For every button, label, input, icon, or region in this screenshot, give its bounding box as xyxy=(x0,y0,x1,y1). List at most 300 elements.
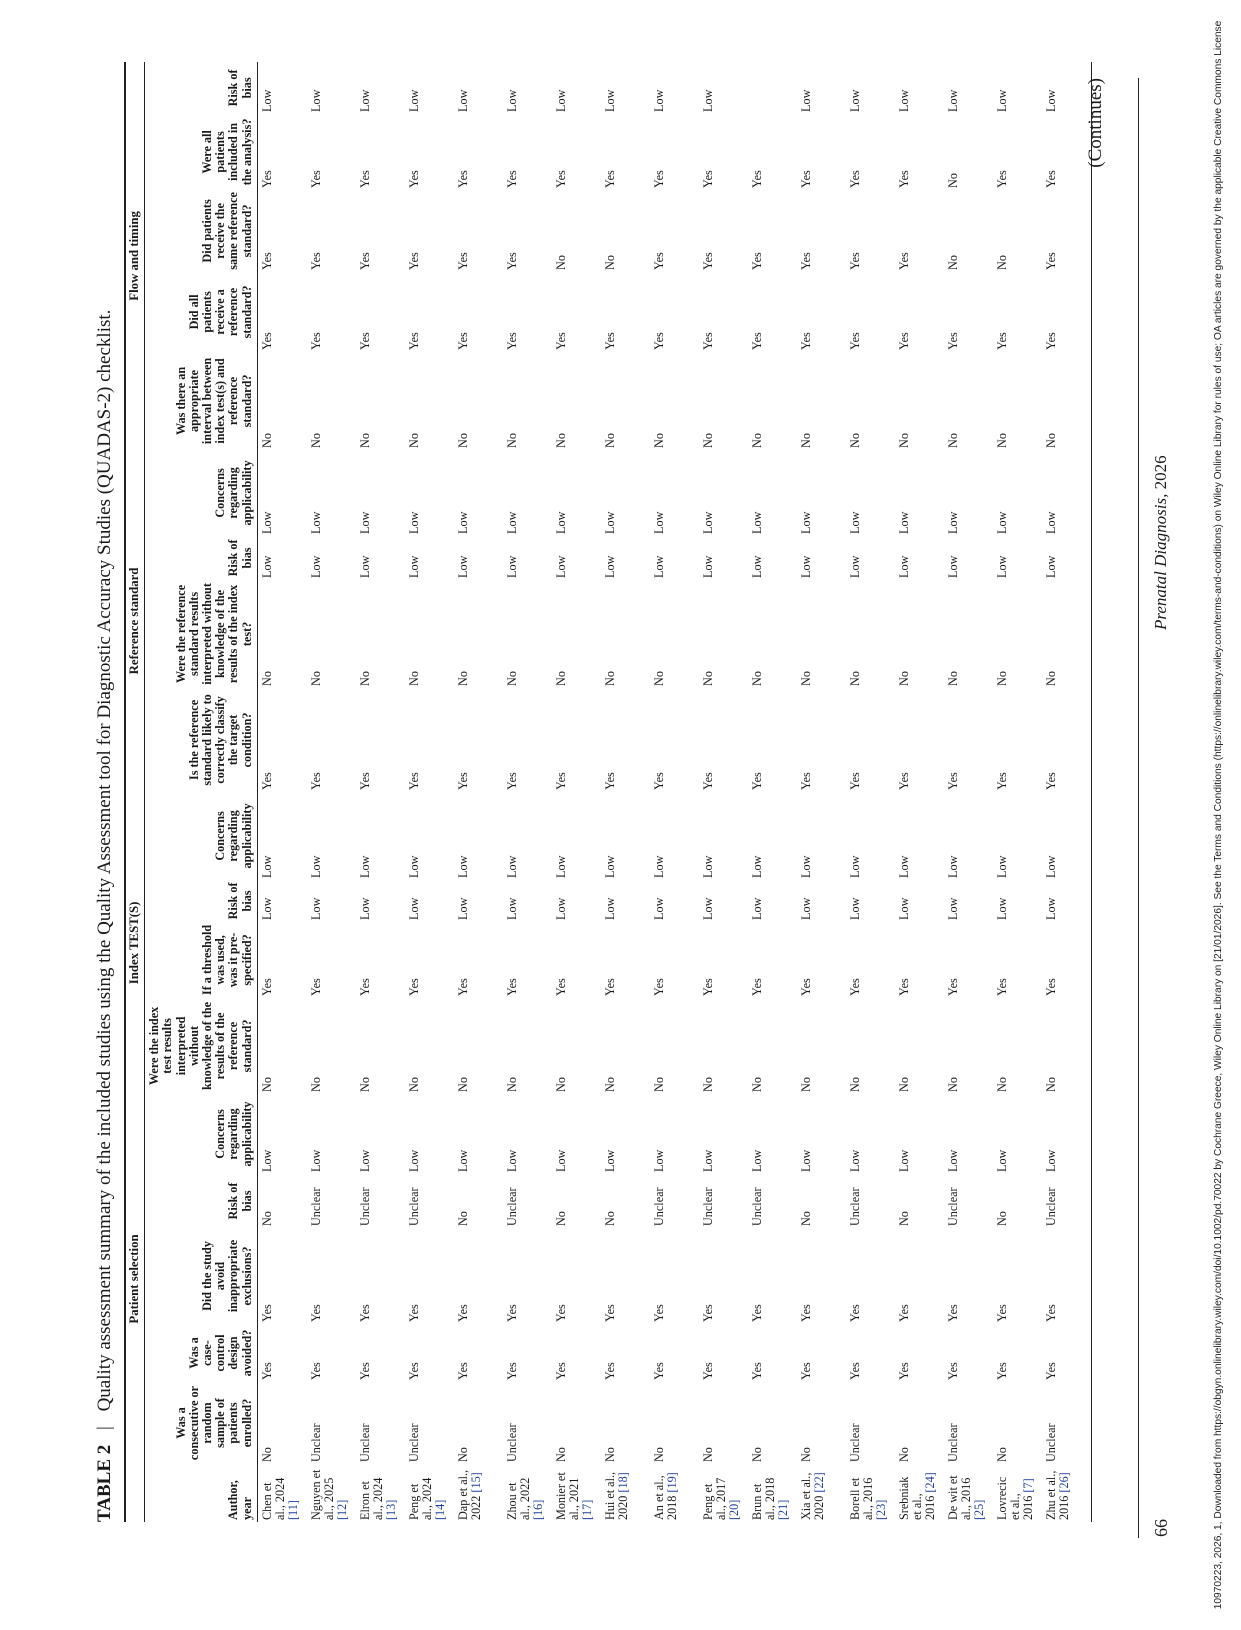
assessment-cell: No xyxy=(798,1447,813,1462)
assessment-cell: Low xyxy=(602,511,617,534)
author-name: Peng et al., 2024 xyxy=(406,1477,435,1520)
group-patient-selection: Patient selection xyxy=(125,1094,145,1464)
citation-link[interactable]: [7] xyxy=(1021,1478,1036,1493)
assessment-cell: Low xyxy=(504,511,519,534)
citation-link[interactable]: [26] xyxy=(1057,1472,1072,1493)
assessment-cell: Yes xyxy=(749,1304,764,1322)
assessment-cell: Unclear xyxy=(1042,1174,1092,1228)
assessment-cell: Low xyxy=(749,555,764,578)
assessment-cell: Low xyxy=(847,1149,862,1172)
assessment-cell: Low xyxy=(651,511,666,534)
assessment-cell: No xyxy=(259,433,274,448)
assessment-cell: Yes xyxy=(259,1304,274,1322)
assessment-cell: Yes xyxy=(896,1304,911,1322)
assessment-cell: Low xyxy=(602,555,617,578)
assessment-cell: No xyxy=(553,1447,568,1462)
continues-note: (Continues) xyxy=(1085,78,1106,168)
assessment-cell: Low xyxy=(308,555,323,578)
assessment-cell: Yes xyxy=(896,772,911,790)
assessment-cell: Yes xyxy=(259,170,274,188)
assessment-cell: Yes xyxy=(357,170,372,188)
assessment-cell: Low xyxy=(455,1149,470,1172)
assessment-cell: Low xyxy=(553,1149,568,1172)
assessment-cell: Yes xyxy=(406,252,421,270)
assessment-cell: Low xyxy=(259,89,274,112)
assessment-cell: Yes xyxy=(994,332,1009,350)
column-header: Were all patients included in the analysis? xyxy=(145,114,258,190)
assessment-cell: No xyxy=(798,1077,813,1092)
assessment-cell: Low xyxy=(700,555,715,578)
assessment-cell: Unclear xyxy=(945,1423,960,1462)
assessment-cell: Low xyxy=(504,555,519,578)
table-row xyxy=(1042,62,1092,1522)
assessment-cell: No xyxy=(602,433,617,448)
assessment-cell: Low xyxy=(700,855,715,878)
assessment-cell: No xyxy=(798,671,813,686)
assessment-cell: Yes xyxy=(651,978,666,996)
assessment-cell: No xyxy=(700,1077,715,1092)
assessment-cell: No xyxy=(651,671,666,686)
assessment-cell: Low xyxy=(798,897,813,920)
assessment-cell: Low xyxy=(455,555,470,578)
assessment-cell: Yes xyxy=(504,772,519,790)
assessment-cell: Low xyxy=(259,1149,274,1172)
assessment-cell: Unclear xyxy=(504,1423,519,1462)
assessment-cell: Yes xyxy=(504,1362,519,1380)
assessment-cell: Unclear xyxy=(847,1187,862,1226)
assessment-cell: Yes xyxy=(504,332,519,350)
assessment-cell: Yes xyxy=(357,772,372,790)
assessment-cell: Low xyxy=(700,1149,715,1172)
citation-link[interactable]: [24] xyxy=(923,1472,938,1493)
assessment-cell: Yes xyxy=(259,978,274,996)
assessment-cell: No xyxy=(357,671,372,686)
assessment-cell: No xyxy=(455,1447,470,1462)
assessment-cell: Yes xyxy=(357,1362,372,1380)
assessment-cell: Low xyxy=(455,89,470,112)
assessment-cell: Yes xyxy=(749,978,764,996)
assessment-cell: Low xyxy=(553,555,568,578)
assessment-cell: Yes xyxy=(259,1362,274,1380)
author-cell xyxy=(895,1464,944,1522)
assessment-cell: No xyxy=(602,1447,617,1462)
assessment-cell: Low xyxy=(651,89,666,112)
caption-separator: | xyxy=(94,1426,115,1430)
column-header: Concerns regarding applicability xyxy=(145,1094,258,1174)
assessment-cell: Yes xyxy=(553,170,568,188)
table-row xyxy=(601,62,650,1522)
assessment-cell: Low xyxy=(357,897,372,920)
assessment-cell: Yes xyxy=(1042,190,1092,272)
assessment-cell: Low xyxy=(798,511,813,534)
assessment-cell: Yes xyxy=(455,978,470,996)
assessment-cell: Yes xyxy=(651,252,666,270)
assessment-cell: Low xyxy=(994,89,1009,112)
assessment-cell: Low xyxy=(602,89,617,112)
assessment-cell: Low xyxy=(896,897,911,920)
assessment-cell: Low xyxy=(700,897,715,920)
citation-link[interactable]: [25] xyxy=(972,1499,987,1520)
assessment-cell: Yes xyxy=(651,772,666,790)
assessment-cell: No xyxy=(455,433,470,448)
assessment-cell: Yes xyxy=(700,1362,715,1380)
table-body xyxy=(257,62,1091,1522)
assessment-cell: Yes xyxy=(455,1304,470,1322)
assessment-cell: No xyxy=(1042,352,1092,450)
assessment-cell: Low xyxy=(1042,1094,1092,1174)
author-name: De wit et al., 2016 xyxy=(945,1475,974,1520)
assessment-cell: Low xyxy=(259,855,274,878)
assessment-cell: Yes xyxy=(945,1304,960,1322)
assessment-cell: Low xyxy=(357,555,372,578)
group-flow-timing: Flow and timing xyxy=(125,62,145,450)
assessment-cell: No xyxy=(749,671,764,686)
column-header: Did patients receive the same reference standard? xyxy=(145,190,258,272)
assessment-cell: Low xyxy=(945,855,960,878)
assessment-cell: Unclear xyxy=(700,1187,715,1226)
assessment-cell: No xyxy=(945,1077,960,1092)
table-row xyxy=(699,62,748,1522)
citation-link[interactable]: [22] xyxy=(812,1472,827,1493)
assessment-cell: No xyxy=(896,671,911,686)
assessment-cell: Yes xyxy=(749,170,764,188)
assessment-cell: Yes xyxy=(455,772,470,790)
assessment-cell: Low xyxy=(1042,880,1092,922)
author-cell xyxy=(993,1464,1042,1522)
assessment-cell: No xyxy=(553,1077,568,1092)
assessment-cell: Yes xyxy=(945,332,960,350)
author-cell xyxy=(1042,1464,1092,1522)
author-name: Zhou et al., 2022 xyxy=(504,1477,533,1520)
assessment-cell: Low xyxy=(602,897,617,920)
assessment-cell: No xyxy=(945,671,960,686)
assessment-cell: Low xyxy=(651,897,666,920)
assessment-cell: Low xyxy=(896,89,911,112)
journal-name: Prenatal Diagnosis, xyxy=(1151,493,1170,630)
citation-link[interactable]: [13] xyxy=(384,1499,399,1520)
assessment-cell: Low xyxy=(308,511,323,534)
citation-link[interactable]: [16] xyxy=(531,1499,546,1520)
assessment-cell: Low xyxy=(1042,62,1092,114)
author-cell xyxy=(797,1464,846,1522)
author-cell xyxy=(454,1464,503,1522)
column-header: Author, year xyxy=(145,1464,258,1522)
assessment-cell: Low xyxy=(749,1149,764,1172)
assessment-cell: No xyxy=(651,1447,666,1462)
author-name: Chen et al., 2024 xyxy=(259,1477,288,1520)
author-name: Borell et al., 2016 xyxy=(847,1477,876,1520)
assessment-cell: Low xyxy=(406,855,421,878)
assessment-cell: Yes xyxy=(700,332,715,350)
assessment-cell: Unclear xyxy=(749,1187,764,1226)
assessment-cell: Yes xyxy=(504,1304,519,1322)
assessment-cell: No xyxy=(259,1447,274,1462)
assessment-cell: Yes xyxy=(651,1362,666,1380)
assessment-cell: Low xyxy=(994,855,1009,878)
assessment-cell: Low xyxy=(406,1149,421,1172)
assessment-cell: Yes xyxy=(847,252,862,270)
assessment-cell: Yes xyxy=(259,772,274,790)
assessment-cell: Low xyxy=(651,555,666,578)
assessment-cell: Low xyxy=(357,1149,372,1172)
table-caption xyxy=(93,42,117,1522)
citation-link[interactable]: [23] xyxy=(874,1499,889,1520)
assessment-cell: No xyxy=(406,671,421,686)
column-header: Was a consecutive or random sample of patients enrolled? xyxy=(145,1382,258,1464)
assessment-cell: Yes xyxy=(455,252,470,270)
author-name: Srebniak et al., 2016 xyxy=(896,1476,938,1520)
assessment-cell: No xyxy=(945,255,960,270)
assessment-cell: Low xyxy=(1042,450,1092,536)
assessment-cell: Yes xyxy=(308,1304,323,1322)
assessment-cell: Low xyxy=(847,89,862,112)
group-reference-standard: Reference standard xyxy=(125,450,145,792)
author-cell xyxy=(503,1464,552,1522)
assessment-cell: Yes xyxy=(504,978,519,996)
assessment-cell: No xyxy=(504,671,519,686)
assessment-cell: Yes xyxy=(847,1362,862,1380)
assessment-cell: Unclear xyxy=(945,1187,960,1226)
assessment-cell: No xyxy=(847,671,862,686)
assessment-cell: Low xyxy=(602,855,617,878)
author-cell xyxy=(601,1464,650,1522)
assessment-cell: Unclear xyxy=(406,1187,421,1226)
assessment-cell: Yes xyxy=(994,978,1009,996)
assessment-cell: Low xyxy=(357,855,372,878)
assessment-cell: No xyxy=(357,433,372,448)
assessment-cell: No xyxy=(504,433,519,448)
table-row xyxy=(797,62,846,1522)
assessment-cell: Low xyxy=(847,555,862,578)
journal-year: 2026 xyxy=(1151,455,1170,490)
assessment-cell: Low xyxy=(945,1149,960,1172)
assessment-cell: Low xyxy=(945,555,960,578)
assessment-cell: Low xyxy=(945,89,960,112)
assessment-cell: Yes xyxy=(406,170,421,188)
assessment-cell: No xyxy=(602,671,617,686)
assessment-cell: Yes xyxy=(749,332,764,350)
citation-link[interactable]: [20] xyxy=(727,1499,742,1520)
citation-link[interactable]: [21] xyxy=(776,1499,791,1520)
assessment-cell: Low xyxy=(847,855,862,878)
assessment-cell: Yes xyxy=(945,772,960,790)
assessment-cell: Yes xyxy=(994,1304,1009,1322)
author-cell xyxy=(405,1464,454,1522)
assessment-cell: Low xyxy=(945,511,960,534)
author-name: Monier et al., 2021 xyxy=(553,1472,582,1520)
assessment-cell: Low xyxy=(896,511,911,534)
assessment-cell: Low xyxy=(504,897,519,920)
assessment-cell: Unclear xyxy=(847,1423,862,1462)
author-cell xyxy=(944,1464,993,1522)
author-cell xyxy=(307,1464,356,1522)
assessment-cell: No xyxy=(259,671,274,686)
assessment-cell: Yes xyxy=(847,978,862,996)
assessment-cell: Yes xyxy=(1042,922,1092,998)
assessment-cell: No xyxy=(749,1447,764,1462)
assessment-cell: Yes xyxy=(406,978,421,996)
assessment-cell: Yes xyxy=(1042,1324,1092,1382)
citation-link[interactable]: [18] xyxy=(616,1472,631,1493)
assessment-cell: Yes xyxy=(847,1304,862,1322)
assessment-cell: No xyxy=(308,671,323,686)
assessment-cell: No xyxy=(749,1077,764,1092)
group-index-test: Index TEST(S) xyxy=(125,792,145,1094)
assessment-cell: No xyxy=(896,1447,911,1462)
assessment-cell: Low xyxy=(847,897,862,920)
author-name: Xia et al., 2020 xyxy=(798,1472,827,1520)
assessment-cell xyxy=(748,62,797,114)
assessment-cell: Low xyxy=(553,89,568,112)
assessment-cell: No xyxy=(994,1077,1009,1092)
column-header: Concerns regarding applicability xyxy=(145,792,258,880)
assessment-cell: Yes xyxy=(994,1362,1009,1380)
assessment-cell: Low xyxy=(798,555,813,578)
assessment-cell: Yes xyxy=(357,1304,372,1322)
assessment-cell: Low xyxy=(700,89,715,112)
column-header: Is the reference standard likely to correctly classify the target condition? xyxy=(145,688,258,792)
assessment-cell: No xyxy=(651,1077,666,1092)
assessment-cell: No xyxy=(700,1447,715,1462)
assessment-cell: Yes xyxy=(749,252,764,270)
assessment-cell: Yes xyxy=(651,332,666,350)
assessment-cell: Yes xyxy=(945,978,960,996)
citation-link[interactable]: [17] xyxy=(580,1499,595,1520)
assessment-cell: No xyxy=(259,1211,274,1226)
assessment-cell: Yes xyxy=(847,332,862,350)
assessment-cell: Yes xyxy=(553,978,568,996)
table-row xyxy=(993,62,1042,1522)
assessment-cell: Low xyxy=(357,89,372,112)
assessment-cell: Yes xyxy=(602,1304,617,1322)
assessment-cell: Yes xyxy=(308,1362,323,1380)
table-row xyxy=(650,62,699,1522)
assessment-cell: Yes xyxy=(357,252,372,270)
assessment-cell: No xyxy=(847,433,862,448)
assessment-cell: Yes xyxy=(896,170,911,188)
assessment-cell: No xyxy=(406,1077,421,1092)
column-header: Did the study avoid inappropriate exclusions? xyxy=(145,1228,258,1324)
assessment-cell: Unclear xyxy=(308,1423,323,1462)
assessment-cell: Yes xyxy=(406,772,421,790)
citation-link[interactable]: [12] xyxy=(335,1499,350,1520)
assessment-cell: Low xyxy=(749,511,764,534)
assessment-cell: No xyxy=(896,433,911,448)
column-header: Were the reference standard results interpreted without knowledge of the results of the index test? xyxy=(145,580,258,688)
journal-footer xyxy=(1151,455,1171,630)
author-cell xyxy=(699,1464,748,1522)
assessment-cell: No xyxy=(602,1211,617,1226)
assessment-cell: Low xyxy=(259,555,274,578)
column-header: Was there an appropriate interval between index test(s) and reference standard? xyxy=(145,352,258,450)
table-row xyxy=(356,62,405,1522)
table-label: TABLE 2 xyxy=(94,1444,115,1522)
assessment-cell: No xyxy=(455,1211,470,1226)
assessment-cell: No xyxy=(700,671,715,686)
assessment-cell: Low xyxy=(406,89,421,112)
assessment-cell: Low xyxy=(455,855,470,878)
assessment-cell: No xyxy=(455,1077,470,1092)
citation-link[interactable]: [14] xyxy=(433,1499,448,1520)
citation-link[interactable]: [15] xyxy=(469,1472,484,1493)
assessment-cell: Low xyxy=(455,897,470,920)
assessment-cell: No xyxy=(455,671,470,686)
author-name: Brun et al., 2018 xyxy=(749,1477,778,1520)
assessment-cell: Yes xyxy=(553,772,568,790)
assessment-cell: Low xyxy=(308,897,323,920)
author-name: Elron et al., 2024 xyxy=(357,1477,386,1520)
assessment-cell: No xyxy=(896,1077,911,1092)
assessment-cell: Low xyxy=(896,555,911,578)
column-header: If a threshold was used, was it pre-specified? xyxy=(145,922,258,998)
assessment-cell: Yes xyxy=(798,1304,813,1322)
assessment-cell: Yes xyxy=(749,1362,764,1380)
assessment-cell: No xyxy=(749,433,764,448)
assessment-cell: Low xyxy=(455,511,470,534)
column-header: Concerns regarding applicability xyxy=(145,450,258,536)
assessment-cell: Yes xyxy=(651,170,666,188)
assessment-cell: No xyxy=(1042,998,1092,1094)
assessment-cell: Yes xyxy=(259,252,274,270)
licence-line: 10970223, 2026, 1, Downloaded from https://obgyn.onlinelibrary.wiley.com/doi/10.1002/pd.70022 by Cochrane Greece, Wiley Online Library on [21/01/2026]. See the Terms and Conditions (https://onlinelibrary.wiley.com/terms-and-conditions) on Wiley Online Library for rules of use; OA articles are governed by the applicable Creative Commons License xyxy=(1213,20,1224,1610)
assessment-cell: Unclear xyxy=(357,1187,372,1226)
assessment-cell: Low xyxy=(308,89,323,112)
assessment-cell: No xyxy=(308,433,323,448)
assessment-cell: Yes xyxy=(700,978,715,996)
assessment-cell: Low xyxy=(406,897,421,920)
citation-link[interactable]: [19] xyxy=(665,1472,680,1493)
assessment-cell: Low xyxy=(847,511,862,534)
assessment-cell: No xyxy=(994,255,1009,270)
assessment-cell: Yes xyxy=(308,252,323,270)
assessment-cell: Yes xyxy=(700,1304,715,1322)
assessment-cell: Yes xyxy=(798,170,813,188)
author-name: Zhu et al., 2016 xyxy=(1043,1470,1072,1520)
assessment-cell: Low xyxy=(259,897,274,920)
assessment-cell: Yes xyxy=(945,1362,960,1380)
assessment-cell: No xyxy=(896,1211,911,1226)
assessment-cell: Yes xyxy=(847,170,862,188)
citation-link[interactable]: [11] xyxy=(286,1500,301,1520)
assessment-cell: Low xyxy=(798,855,813,878)
assessment-cell: No xyxy=(553,255,568,270)
assessment-cell: Low xyxy=(602,1149,617,1172)
quadas-table xyxy=(124,62,1092,1522)
table-row xyxy=(846,62,895,1522)
assessment-cell: Unclear xyxy=(357,1423,372,1462)
column-header: Risk of bias xyxy=(145,1174,258,1228)
table-row xyxy=(748,62,797,1522)
assessment-cell: Yes xyxy=(896,1362,911,1380)
author-name: Peng et al., 2017 xyxy=(700,1477,729,1520)
column-header: Risk of bias xyxy=(145,880,258,922)
assessment-cell: Yes xyxy=(798,978,813,996)
assessment-cell: Yes xyxy=(259,332,274,350)
footer-rule xyxy=(1138,78,1139,1538)
assessment-cell: Yes xyxy=(455,332,470,350)
assessment-cell: Yes xyxy=(553,1362,568,1380)
assessment-cell: Low xyxy=(504,1149,519,1172)
table-row xyxy=(454,62,503,1522)
assessment-cell: Yes xyxy=(749,772,764,790)
assessment-cell: Yes xyxy=(357,978,372,996)
column-header: Were the index test results interpreted without knowledge of the results of the reference standard? xyxy=(145,998,258,1094)
assessment-cell: No xyxy=(308,1077,323,1092)
assessment-cell: No xyxy=(1042,580,1092,688)
assessment-cell: Yes xyxy=(602,332,617,350)
assessment-cell: No xyxy=(259,1077,274,1092)
assessment-cell: Low xyxy=(749,855,764,878)
